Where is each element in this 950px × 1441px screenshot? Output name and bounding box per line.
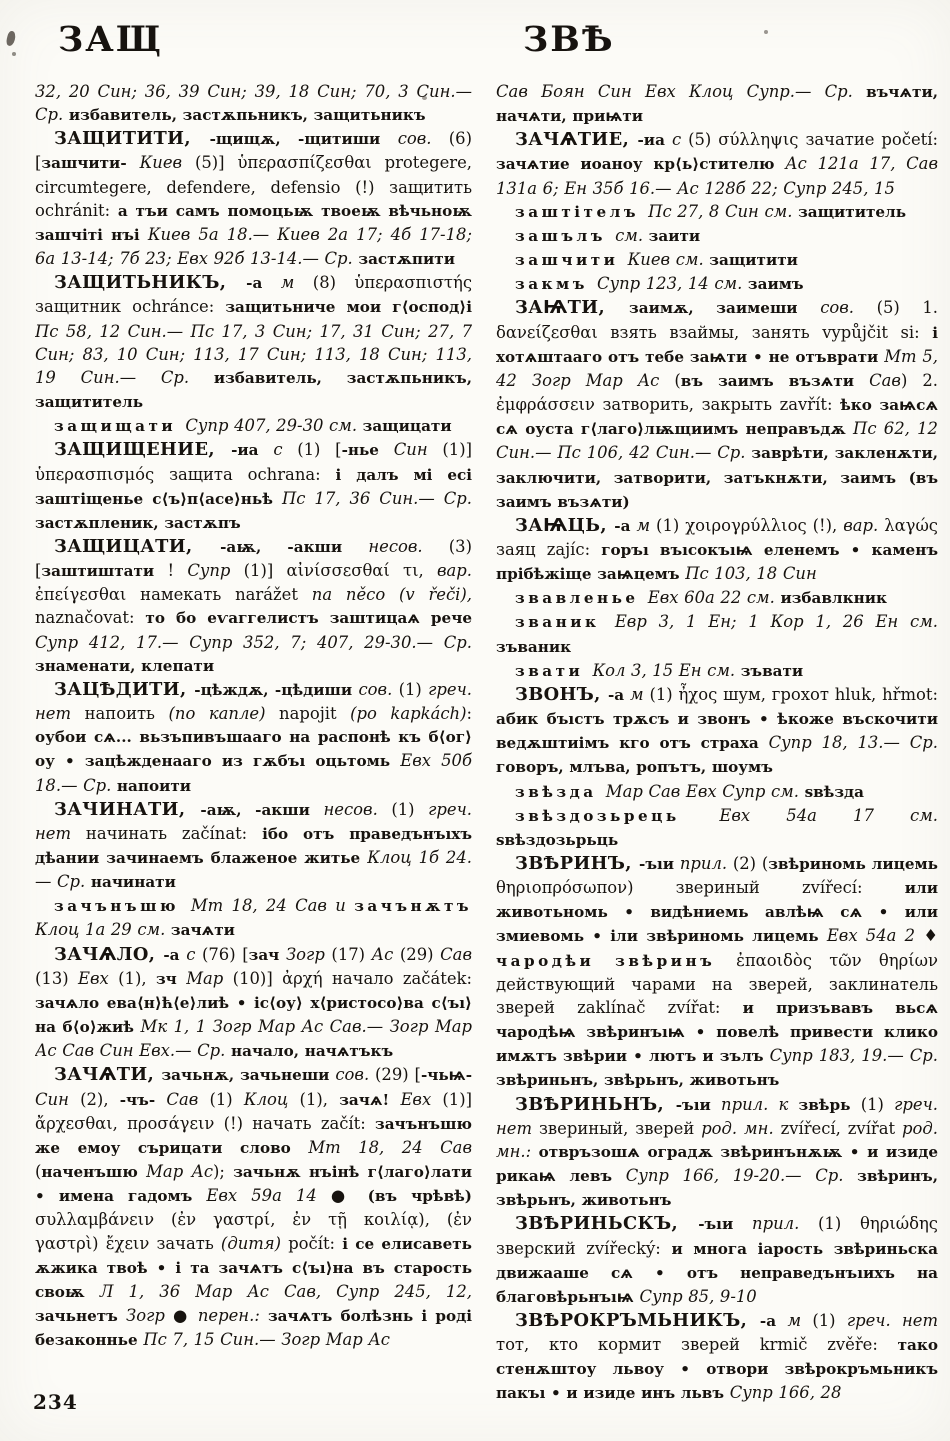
text-segment: ѕвѣздозьрьць	[496, 830, 619, 849]
text-segment: Евх 54а 2	[826, 926, 924, 946]
text-segment: ЗАЩИЩЕНИЕ,	[54, 439, 232, 461]
text-segment: звѣринъ, звѣрьнъ, животьнъ	[496, 1167, 938, 1210]
continuation-paragraph	[496, 80, 938, 128]
text-segment: шум, грохот hluk, hřmot:	[723, 684, 938, 704]
text-segment: ЗАЩИТЬНИКЪ,	[54, 272, 247, 294]
text-segment: ●	[330, 1186, 368, 1206]
text-segment: -а	[614, 516, 637, 535]
scan-artifact	[5, 30, 16, 46]
text-segment: знаменати, клепати	[35, 656, 215, 675]
text-segment: (1)	[649, 684, 679, 704]
dictionary-entry	[496, 1212, 938, 1309]
text-segment: действующий чарами на зверей, заклинатель зверей zaklínač zvířat:	[496, 974, 938, 1017]
text-segment: напоить	[84, 704, 169, 724]
text-segment: заштиштати	[41, 562, 168, 581]
text-segment: ὑπερασπιστής	[354, 273, 472, 293]
text-segment: затворить, закрыть zavřít:	[602, 395, 841, 415]
text-segment: -цѣждѫ, -цѣдиши	[194, 680, 359, 699]
text-segment: избавитель, застѫпьникъ, защититель	[35, 368, 472, 412]
text-segment: λαγώς	[884, 515, 938, 535]
text-segment: ἀρχή	[282, 968, 332, 988]
text-segment: θηριοπρόσωπον	[496, 878, 628, 898]
text-segment: (5)]	[194, 153, 238, 173]
text-segment: ібо отъ праведънъıхъ дѣании зачинаемъ блаженое житье	[35, 824, 472, 867]
text-segment: (po kapkách)	[350, 704, 467, 724]
text-segment: Клоц	[243, 1089, 300, 1109]
text-segment: Супр 166, 28	[729, 1383, 842, 1403]
dictionary-entry	[496, 1309, 938, 1406]
text-segment: -ъıи	[675, 1095, 722, 1114]
text-segment: δανείζεσθαι	[496, 322, 611, 342]
dictionary-entry	[496, 128, 938, 199]
dictionary-entry	[35, 438, 472, 535]
text-segment: звѣзда	[515, 782, 606, 801]
text-segment: зашчити	[515, 251, 628, 270]
cross-reference-entry	[35, 414, 472, 438]
right-column	[496, 80, 938, 1414]
text-segment: θηριώδης	[860, 1214, 938, 1234]
cross-reference-entry	[496, 610, 938, 658]
text-segment: αἰνίσσεσθαί τι,	[286, 561, 437, 581]
text-segment: Супр 166, 19-20.— Ср.	[625, 1166, 858, 1186]
text-segment: ЗАѨТИ,	[515, 297, 630, 319]
text-segment: горъı въıсокъıѩ еленемъ • каменъ прібѣжіще заѩцемъ	[496, 540, 938, 584]
text-segment: і хотѧштааго отъ тебе заѩти • не отъврати	[496, 323, 938, 366]
text-segment: );	[213, 1162, 234, 1182]
cross-reference-entry	[496, 586, 938, 610]
text-segment: ЗАЧѦЛО,	[54, 943, 164, 965]
text-segment: а тъи самъ помоцьѭ твоеѭ вѣчьноѭ зашчіті нъі	[35, 201, 472, 244]
text-segment: Пс 27, 8 Син см.	[648, 201, 799, 221]
text-segment: Супр	[187, 561, 244, 581]
left-column	[35, 80, 472, 1414]
text-segment: -аѭ, -акши	[220, 537, 369, 556]
text-segment: Киев	[139, 153, 195, 173]
text-segment: зъвати	[740, 661, 804, 680]
text-segment: говоръ, млъва, ропътъ, шоумъ	[496, 758, 773, 777]
text-segment: (29) [	[375, 1065, 421, 1085]
text-segment: (1)	[398, 679, 429, 699]
cross-reference-entry	[496, 780, 938, 804]
text-segment: прил.	[752, 1214, 819, 1234]
text-segment: naznačovat:	[35, 608, 146, 628]
text-segment: зачънъшю	[54, 897, 191, 916]
text-segment: зач	[248, 945, 286, 964]
text-segment: Пс 62, 12 Син.— Пс 106, 42 Син.— Ср.	[496, 419, 938, 463]
text-segment: зачать	[156, 1233, 221, 1253]
text-segment: -аѭ, -акши	[200, 800, 324, 819]
text-segment: и призъвавъ вьсѧ чародѣѩ звѣринъıѩ • повелѣ привести клико имѫтъ звѣрии • лютъ и зълъ	[496, 998, 938, 1066]
cross-reference-entry	[496, 272, 938, 296]
text-segment: (5)	[688, 130, 719, 150]
text-segment: ЗАЧИНАТИ,	[54, 798, 201, 820]
text-segment: ЗАЩИЦАТИ,	[54, 535, 221, 557]
text-segment: Сав Боян Син Евх Клоц Супр.— Ср.	[496, 82, 867, 101]
text-segment: počít:	[288, 1233, 343, 1253]
dictionary-entry	[496, 1093, 938, 1213]
text-segment: въчѧти, начѧти, приѩти	[496, 83, 938, 126]
text-segment: защицати	[362, 417, 452, 436]
text-segment: зачѧ!	[339, 1090, 401, 1109]
text-segment: напоити	[116, 776, 192, 795]
text-segment: звѣрь	[798, 1095, 861, 1114]
text-segment: тот, кто кормит зверей krmič zvěře:	[496, 1335, 898, 1355]
text-segment: Пс 17, 36 Син.— Ср.	[281, 488, 472, 508]
dictionary-entry	[496, 514, 938, 586]
text-segment: заяц zajíc:	[496, 539, 602, 559]
text-segment: защититель	[798, 202, 907, 221]
text-segment: ) 2.	[900, 370, 938, 390]
text-segment: м	[787, 1310, 813, 1330]
text-segment: Клоц 1а 29 см.	[35, 920, 171, 940]
dictionary-entry	[35, 535, 472, 678]
text-segment: ЗВѢРИНЬНЪ,	[515, 1093, 676, 1115]
text-segment: Мар Сав Евх Супр см.	[605, 781, 805, 801]
text-segment: (1)	[391, 799, 429, 819]
text-segment: Супр 412, 17.— Супр 352, 7; 407, 29-30.— Ср.	[35, 632, 472, 652]
text-segment: -иа	[231, 441, 274, 460]
dictionary-entry	[496, 852, 938, 1093]
text-segment: намекать narážet	[140, 585, 312, 605]
text-segment: защищати	[54, 417, 186, 436]
text-segment: зачънъшю же емоу сърицати слово	[35, 1114, 472, 1157]
text-segment: -нье	[341, 441, 394, 460]
cross-reference-entry	[35, 894, 472, 942]
text-segment: Евх 50б 18.— Ср.	[35, 751, 472, 795]
text-segment: Зогр	[125, 1305, 173, 1325]
text-segment: (	[674, 370, 681, 390]
text-segment: ЗВѢРИНЬСКЪ,	[515, 1213, 699, 1235]
text-segment: (1)]	[442, 1089, 472, 1109]
text-segment: (2),	[80, 1089, 120, 1109]
continuation-paragraph	[35, 80, 472, 127]
text-segment: перен.:	[197, 1305, 268, 1325]
text-segment: Мт 18, 24 Сав	[308, 1137, 472, 1157]
text-segment: заимъ	[747, 275, 804, 294]
text-segment: сов.	[358, 679, 399, 699]
text-segment: (3) [	[35, 536, 472, 581]
text-segment: отвръзошѧ оградѫ звѣринънѫѭ • и изиде рикаѩ левъ	[496, 1142, 938, 1186]
text-segment: Евх	[78, 968, 119, 988]
text-segment: Син	[393, 440, 443, 460]
text-segment: Супр 18, 13.— Ср.	[768, 733, 938, 753]
text-segment: род. мн.:	[496, 1118, 938, 1161]
text-segment: застѫпленик, застѫпъ	[35, 513, 241, 532]
dictionary-entry	[35, 271, 472, 414]
text-segment: συλλαμβάνειν (ἐν γαστρί, ἐν τῇ κοιλίᾳ), (ἐν γαστρὶ) ἔχειν	[35, 1210, 472, 1253]
text-segment: (13)	[35, 968, 79, 988]
text-segment: ЗАЧѦТИЕ,	[515, 129, 638, 151]
text-segment: Евр 3, 1 Ен; 1 Кор 1, 26 Ен см.	[614, 612, 938, 632]
text-segment: заити	[648, 226, 701, 245]
text-segment: ЗАЩИТИТИ,	[54, 128, 210, 150]
text-segment: зъваник	[496, 637, 572, 656]
text-segment: Евх	[400, 1089, 443, 1109]
text-segment: ἐπαοιδὸς τῶν θηρίων	[736, 950, 938, 970]
text-segment: (1),	[118, 968, 156, 988]
text-segment: (1),	[299, 1089, 340, 1109]
guide-word-left: ЗАЩ	[58, 19, 164, 60]
text-segment: зашчити-	[41, 154, 140, 173]
text-segment: прил.	[679, 854, 733, 873]
text-segment: (въ чрѣвѣ)	[367, 1187, 472, 1206]
text-segment: -а	[759, 1311, 788, 1330]
text-segment: Мт 18, 24 Сав и	[190, 896, 355, 916]
text-segment: -а	[246, 274, 281, 293]
cross-reference-entry	[496, 804, 938, 852]
text-segment: закмъ	[515, 275, 598, 294]
text-segment: ѕвѣзда	[804, 782, 864, 801]
text-segment: зачьнѫ нъінѣ г⟨лаго⟩лати • имена гадомъ	[35, 1163, 472, 1206]
text-segment: Евх 54а 17 см.	[719, 805, 938, 825]
text-segment: Супр 123, 14 см.	[597, 274, 748, 294]
text-segment: начало, начѧтъкъ	[230, 1042, 394, 1061]
text-segment: (6) [	[35, 129, 472, 173]
text-segment: ὑπερασπίζεσθαι	[237, 153, 385, 173]
text-segment: вар.	[436, 561, 472, 581]
text-segment: зачѧло ева⟨н⟩ћ⟨е⟩лиѣ • іс⟨оу⟩ х⟨ристосо⟩ва с⟨ъı⟩на б⟨о⟩жиѣ	[35, 993, 472, 1037]
text-segment: сов.	[397, 129, 449, 149]
text-segment: зч	[155, 969, 187, 988]
text-segment: заврѣти, закленѫти, заключити, затворити, затъкнѫти, заимъ (въ заимъ възѧти)	[496, 444, 938, 511]
text-segment: 32, 20 Син; 36, 39 Син; 39, 18 Син; 70, 3 Син.— Ср.	[35, 82, 472, 125]
text-segment: і се елисаветь ѫжика твоѣ • і та зачѧтъ с⟨ъı⟩на въ старость своѭ	[35, 1234, 472, 1301]
text-segment: тако стенѫштоу львоу • отвори звѣрокръмьникъ пакъı • и изиде инъ львъ	[496, 1336, 938, 1403]
text-segment: Сав	[166, 1089, 210, 1109]
text-segment: (!),	[812, 515, 844, 535]
text-segment: м	[636, 515, 657, 535]
text-segment: оубои сѧ... вьзъпивъшааго на распонѣ къ б⟨ог⟩оу • зацѣжденааго из гѫбъı оцьтомь	[35, 728, 472, 771]
dictionary-entry	[35, 798, 472, 895]
text-segment: взять взаймы, занять vypůjčit si:	[610, 322, 933, 342]
text-segment: начало začátek:	[331, 968, 472, 988]
text-segment: Евх 59а 14	[206, 1186, 331, 1206]
text-segment: ●	[172, 1305, 198, 1325]
text-segment: звѣриньнъ, звѣрьнъ, животьнъ	[496, 1071, 780, 1090]
text-segment: зачьнѫ, зачьнеши	[161, 1066, 336, 1085]
text-segment: (!) начать začít:	[223, 1113, 376, 1133]
text-segment: звѣриномь лицемь	[768, 855, 938, 873]
cross-reference-entry	[496, 200, 938, 224]
cross-reference-entry	[496, 248, 938, 272]
text-segment: -чъ-	[119, 1090, 167, 1109]
dictionary-entry	[496, 296, 938, 513]
text-segment: ) звериный zvířecí:	[627, 878, 905, 898]
text-segment: -щищѫ, -щитиши	[209, 130, 398, 149]
text-segment: ЗАЧѦТИ,	[54, 1064, 162, 1086]
text-segment: protegere, circumtegere, defendere, defensio (!) защитить ochránit:	[35, 153, 472, 220]
text-segment: несов.	[323, 799, 392, 819]
text-segment: Пс 58, 12 Син.— Пс 17, 3 Син; 17, 31 Син; 27, 7 Син; 83, 10 Син; 113, 17 Син; 113, 18 Син; 113, 19 Син.— Ср.	[35, 321, 472, 387]
text-segment: с	[186, 944, 202, 964]
text-segment: ЗВѢРИНЪ,	[515, 853, 640, 874]
scan-artifact	[12, 52, 16, 56]
text-segment: сов.	[820, 298, 877, 318]
text-segment: Пс 7, 15 Син.— Зогр Мар Ас	[143, 1330, 390, 1350]
text-segment: или животьномь • видѣниемь авлѣѩ сѧ • или змиевомь • іли звѣриномь лицемь	[496, 879, 938, 946]
text-segment: Супр 407, 29-30 см.	[185, 416, 363, 436]
dictionary-entry	[35, 943, 472, 1064]
text-segment: Киев см.	[627, 250, 710, 270]
text-segment: зашълъ	[515, 226, 616, 245]
text-segment: !	[167, 561, 188, 581]
text-segment: званик	[515, 613, 615, 632]
text-segment: napojit	[279, 704, 351, 724]
text-segment: сов.	[335, 1065, 376, 1085]
text-segment: и многа іарость звѣриньска движааше сѧ • отъ неправедънъıихъ на благовѣрьнъıѩ	[496, 1239, 938, 1306]
text-segment: Зогр	[285, 944, 332, 964]
text-segment: σύλληψις	[718, 130, 806, 150]
text-segment: ὑπερασπισμός	[35, 464, 170, 484]
text-segment: Ас 121а 17, Сав 131а 6; Ен 35б 16.— Ас 128б 22; Супр 245, 15	[496, 154, 938, 198]
text-segment: зачънѫтъ	[354, 897, 472, 916]
text-segment: звавленье	[515, 589, 648, 608]
text-segment: зачѧтъ болѣзнь і роді безаконнье	[35, 1306, 472, 1350]
text-segment: защитник ochránce:	[35, 297, 226, 317]
guide-word-right: ЗВѢ	[523, 19, 615, 60]
text-segment: зачѧти	[170, 921, 235, 940]
text-segment: защита ochrana:	[169, 464, 336, 484]
text-segment: м	[630, 684, 650, 704]
text-segment: с	[671, 130, 689, 150]
text-segment: Син	[35, 1089, 81, 1109]
text-segment: защитити	[709, 251, 798, 270]
dictionary-entry	[35, 127, 472, 271]
text-segment: (по капле)	[168, 704, 280, 724]
text-segment: -чьѩ-	[420, 1066, 472, 1085]
text-segment: і далъ мі есі заштіщенье с⟨ъ⟩п⟨асе⟩ньѣ	[35, 465, 472, 508]
text-segment: Сав	[869, 370, 901, 390]
text-segment: чародѣи звѣринъ	[496, 951, 737, 970]
text-segment: (1)	[860, 1094, 895, 1114]
text-segment: звѣздозьрець	[515, 806, 720, 825]
dictionary-entry	[496, 683, 938, 780]
text-segment: род. мн.	[701, 1118, 781, 1138]
cross-reference-entry	[496, 224, 938, 248]
text-segment: зачѧтие иоаноу кр⟨ь⟩стителю	[496, 155, 786, 174]
dictionary-entry	[35, 1063, 472, 1352]
text-segment: Мар	[186, 968, 233, 988]
text-segment: вар.	[843, 515, 885, 535]
text-segment: наченъшю	[41, 1163, 147, 1182]
text-segment: ѣко заѩсѧ сѧ оуста г⟨лаго⟩лѭщиимъ неправъдѫ	[496, 396, 938, 439]
text-segment: -ъıи	[639, 855, 680, 873]
text-segment: Супр 85, 9-10	[639, 1286, 757, 1306]
page-number: 234	[33, 1390, 78, 1414]
text-segment: защитьниче мои г⟨оспод⟩і	[225, 298, 472, 317]
text-segment: заимѫ, заимеши	[629, 299, 821, 318]
text-segment: ♦	[923, 926, 938, 946]
text-segment: абик бъıстъ трѫсъ и звонъ • ѣкоже въскочити ведѫштиімъ кго отъ страха	[496, 710, 938, 753]
text-segment: -иа	[637, 131, 672, 150]
text-segment: (10)]	[232, 968, 283, 988]
dictionary-entry	[35, 678, 472, 798]
text-segment: Клоц 1б 24.— Ср.	[35, 848, 472, 892]
text-segment: χοιρογρύλλιος	[685, 515, 813, 535]
cross-reference-entry	[496, 659, 938, 683]
text-segment: na něco (v řeči),	[311, 585, 472, 605]
text-segment: (29)	[399, 944, 441, 964]
text-segment: звериный, зверей	[538, 1118, 702, 1138]
text-segment: несов.	[368, 536, 449, 556]
text-segment: ЗВОНЪ,	[515, 683, 608, 705]
text-segment: :	[466, 704, 472, 724]
text-segment: -а	[607, 685, 631, 704]
text-segment: Кол 3, 15 Ен см.	[592, 660, 741, 680]
text-segment: (2) (	[732, 854, 769, 873]
text-segment: zvířecí, zvířat	[780, 1118, 903, 1138]
text-segment: прил. к	[721, 1094, 799, 1114]
text-segment: Пс 103, 18 Син	[685, 564, 817, 584]
text-segment: -а	[163, 945, 187, 964]
text-segment: избавлкник	[780, 589, 887, 608]
text-segment: въ заимъ възѧти	[680, 371, 870, 390]
text-segment: греч. нет	[496, 1094, 938, 1138]
text-segment: (1)	[812, 1310, 847, 1330]
scan-artifact	[764, 30, 768, 34]
text-segment: м	[280, 273, 313, 293]
text-segment: (1)	[818, 1214, 860, 1234]
text-segment: Киев 5а 18.— Киев 2а 17; 4б 17-18; 6а 13-14; 7б 23; Евх 92б 13-14.— Ср.	[35, 224, 472, 269]
text-segment: с	[273, 440, 298, 460]
text-segment: ЗВѢРОКРЪМЬНИКЪ,	[515, 1309, 760, 1331]
text-segment: греч. нет	[35, 799, 472, 843]
text-segment: Л 1, 36 Мар Ас Сав, Супр 245, 12,	[99, 1281, 472, 1301]
text-segment: Мк 1, 1 Зогр Мар Ас Сав.— Зогр Мар Ас Сав Син Евх.— Ср.	[35, 1017, 472, 1061]
text-segment: Мт 5, 42 Зогр Мар Ас	[496, 346, 938, 390]
text-segment: то бо еѵаггелистъ заштицаѧ рече	[145, 609, 472, 628]
text-segment: (	[35, 1162, 42, 1182]
text-segment: ἐπείγεσθαι	[35, 585, 141, 605]
text-segment: Мар Ас	[146, 1162, 214, 1182]
text-segment: (1)	[209, 1089, 244, 1109]
text-segment: зачьнетъ	[35, 1306, 126, 1325]
text-segment: Евх 60а 22 см.	[647, 588, 781, 608]
text-segment: зачатие početí:	[805, 130, 938, 150]
text-segment: зверский zvířecký:	[496, 1238, 672, 1258]
text-segment: заштітелъ	[515, 202, 649, 221]
text-segment: ЗАЦѢДИТИ,	[54, 678, 195, 700]
text-segment: см.	[615, 225, 649, 245]
text-segment: начинать začínat:	[85, 823, 263, 843]
text-segment: ἐμφράσσειν	[496, 395, 603, 415]
text-segment: (5) 1.	[876, 298, 938, 318]
text-segment: ЗАѨЦЬ,	[515, 514, 615, 536]
text-segment: (8)	[312, 273, 355, 293]
text-segment: ἦχος	[678, 684, 724, 704]
text-segment: (1) [	[297, 440, 342, 460]
text-segment: избавитель, застѫпьникъ, защитьникъ	[68, 106, 426, 125]
text-segment: греч. нет	[35, 679, 472, 724]
text-segment: застѫпити	[358, 250, 455, 269]
text-segment: звати	[515, 661, 593, 680]
text-segment: Супр 183, 19.— Ср.	[769, 1046, 938, 1066]
text-segment: (1)]	[442, 440, 472, 460]
text-segment: Ас	[371, 944, 400, 964]
text-segment: (76) [	[201, 944, 249, 964]
text-segment: (1)]	[243, 561, 287, 581]
text-segment: -ъıи	[698, 1215, 753, 1234]
text-segment: (17)	[331, 944, 372, 964]
text-segment: греч. нет	[846, 1310, 938, 1330]
text-segment: (дитя)	[220, 1233, 289, 1253]
text-segment: Сав	[440, 944, 472, 964]
text-segment: ἄρχεσθαι, προσάγειν	[35, 1113, 224, 1133]
text-segment: начинати	[90, 873, 176, 892]
text-segment: (1)	[656, 515, 686, 535]
